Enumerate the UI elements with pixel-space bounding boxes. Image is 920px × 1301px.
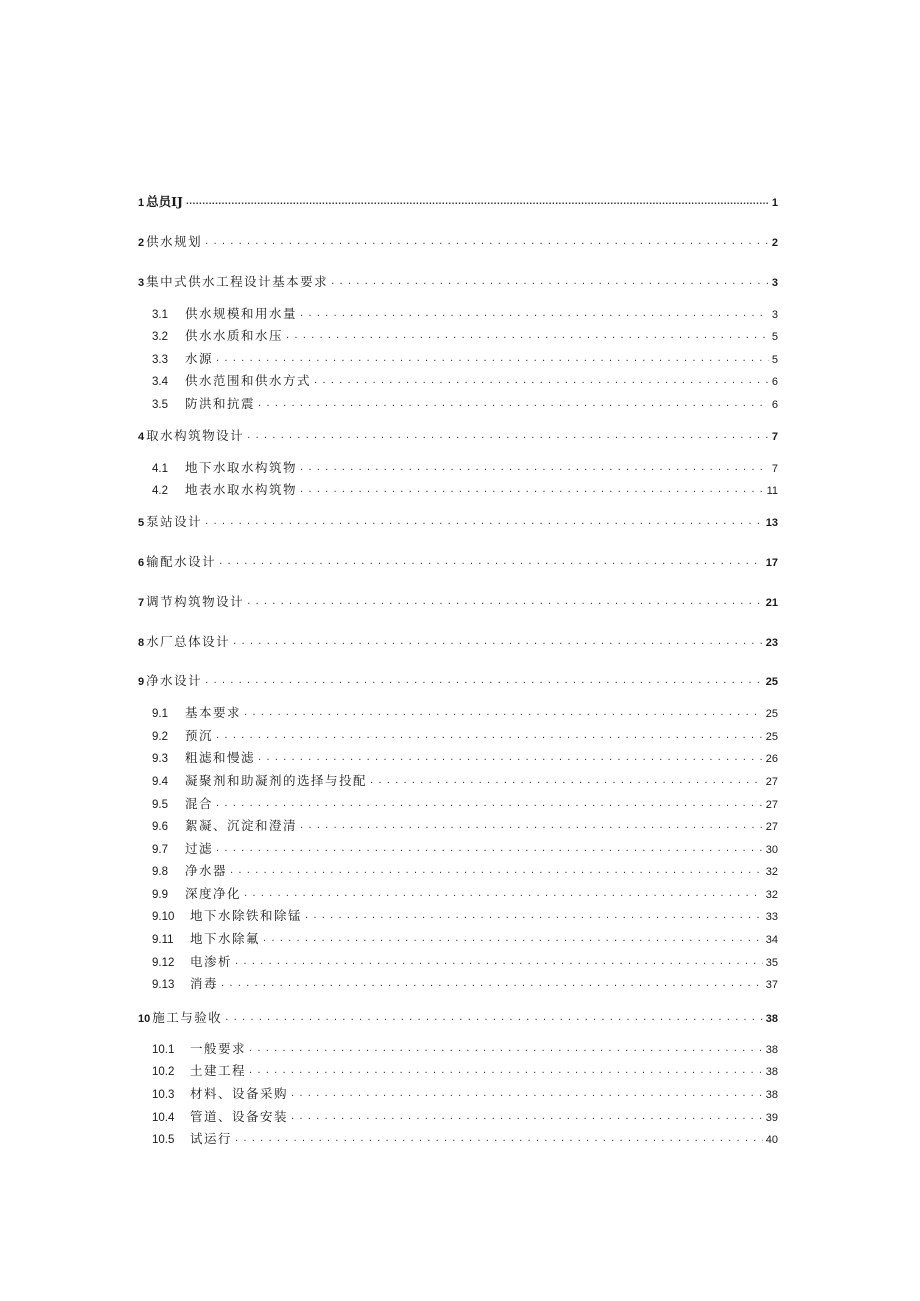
toc-entry-title: 地下水除氟	[190, 931, 261, 946]
toc-entry-title: 水源	[185, 351, 214, 366]
toc-dot-leader	[205, 672, 763, 690]
toc-entry-title: 输配水设计	[146, 554, 217, 569]
toc-entry-page-number: 33	[765, 911, 778, 923]
toc-dot-leader	[263, 930, 763, 948]
toc-dot-leader	[249, 1040, 763, 1058]
toc-entry-page-number: 34	[765, 934, 778, 946]
toc-entry-page-number: 39	[765, 1112, 778, 1124]
toc-entry-number: 9.8	[152, 866, 168, 878]
toc-entry-number: 9.2	[152, 731, 168, 743]
toc-entry-number: 9.3	[152, 753, 168, 765]
toc-entry-title: 过滤	[185, 841, 214, 856]
toc-entry-title: 地下水取水构筑物	[185, 460, 298, 475]
toc-section-entry	[152, 481, 778, 499]
toc-entry-page-number: 40	[765, 1134, 778, 1146]
toc-entry-title: 总员IJ	[146, 194, 183, 209]
toc-entry-title: 深度净化	[185, 886, 242, 901]
toc-entry-title: 泵站设计	[146, 514, 203, 529]
toc-entry-title: 取水构筑物设计	[146, 428, 245, 443]
toc-dot-leader	[216, 350, 769, 368]
toc-section-entry	[152, 1040, 778, 1058]
toc-chapter-entry	[138, 193, 778, 211]
toc-entry-page-number: 21	[765, 597, 778, 609]
toc-entry-number: 3	[138, 277, 145, 289]
toc-entry-page-number: 5	[771, 331, 778, 343]
toc-entry-title: 电渗析	[190, 954, 233, 969]
toc-entry-number: 9.13	[152, 979, 175, 991]
toc-chapter-entry	[138, 633, 778, 651]
toc-entry-number: 4	[138, 431, 145, 443]
toc-section-entry	[152, 817, 778, 835]
toc-entry-page-number: 7	[771, 431, 778, 443]
toc-dot-leader	[286, 327, 769, 345]
toc-entry-title: 基本要求	[185, 705, 242, 720]
toc-section-entry	[152, 1130, 778, 1148]
toc-dot-leader	[247, 593, 763, 611]
toc-entry-page-number: 37	[765, 979, 778, 991]
toc-entry-number: 9.4	[152, 776, 168, 788]
toc-entry-number: 10.1	[152, 1044, 175, 1056]
toc-dot-leader	[244, 704, 763, 722]
toc-dot-leader	[186, 193, 769, 211]
toc-entry-number: 1	[138, 197, 145, 209]
toc-entry-title: 凝聚剂和助凝剂的选择与投配	[185, 773, 368, 788]
toc-entry-title: 混合	[185, 796, 214, 811]
toc-section-entry	[152, 953, 778, 971]
toc-entry-number: 5	[138, 517, 145, 529]
toc-entry-page-number: 38	[765, 1013, 778, 1025]
toc-entry-title: 絮凝、沉淀和澄清	[185, 818, 298, 833]
toc-entry-title: 调节构筑物设计	[146, 594, 245, 609]
toc-entry-title: 净水器	[185, 863, 228, 878]
toc-entry-page-number: 17	[765, 557, 778, 569]
toc-entry-page-number: 38	[765, 1044, 778, 1056]
toc-entry-title: 供水规模和用水量	[185, 306, 298, 321]
toc-section-entry	[152, 907, 778, 925]
toc-entry-title: 材料、设备采购	[190, 1086, 289, 1101]
toc-entry-page-number: 30	[765, 844, 778, 856]
toc-section-entry	[152, 305, 778, 323]
toc-entry-number: 10	[138, 1013, 151, 1025]
toc-section-entry	[152, 862, 778, 880]
toc-section-entry	[152, 975, 778, 993]
toc-entry-number: 9.1	[152, 708, 168, 720]
toc-entry-page-number: 23	[765, 637, 778, 649]
toc-entry-page-number: 32	[765, 866, 778, 878]
toc-dot-leader	[235, 1130, 763, 1148]
toc-dot-leader	[205, 513, 763, 531]
toc-entry-page-number: 26	[765, 753, 778, 765]
toc-entry-page-number: 25	[765, 676, 778, 688]
toc-entry-page-number: 27	[765, 776, 778, 788]
toc-entry-number: 7	[138, 597, 145, 609]
toc-entry-number: 4.2	[152, 485, 168, 497]
toc-dot-leader	[233, 633, 763, 651]
toc-section-entry	[152, 1062, 778, 1080]
toc-dot-leader	[230, 862, 763, 880]
toc-entry-title: 施工与验收	[152, 1010, 223, 1025]
toc-dot-leader	[216, 840, 763, 858]
toc-chapter-entry	[138, 672, 778, 690]
toc-entry-page-number: 3	[771, 309, 778, 321]
toc-dot-leader	[291, 1108, 763, 1126]
toc-entry-title: 地表水取水构筑物	[185, 482, 298, 497]
toc-entry-page-number: 11	[766, 485, 778, 497]
toc-section-entry	[152, 885, 778, 903]
toc-dot-leader	[300, 817, 763, 835]
toc-entry-title: 管道、设备安装	[190, 1109, 289, 1124]
toc-entry-number: 3.2	[152, 331, 168, 343]
toc-entry-page-number: 6	[771, 399, 778, 411]
toc-dot-leader	[314, 372, 769, 390]
toc-dot-leader	[216, 795, 763, 813]
toc-entry-page-number: 5	[771, 354, 778, 366]
toc-section-entry	[152, 1108, 778, 1126]
toc-entry-number: 10.4	[152, 1112, 175, 1124]
toc-entry-title: 地下水除铁和除锰	[190, 908, 303, 923]
toc-entry-title: 水厂总体设计	[146, 634, 231, 649]
toc-entry-number: 8	[138, 637, 145, 649]
toc-entry-number: 3.1	[152, 309, 168, 321]
toc-entry-page-number: 25	[765, 708, 778, 720]
toc-entry-title: 供水规划	[146, 234, 203, 249]
toc-dot-leader	[235, 953, 763, 971]
toc-entry-number: 9.10	[152, 911, 175, 923]
toc-entry-number: 9.6	[152, 821, 168, 833]
toc-entry-number: 3.4	[152, 376, 168, 388]
toc-entry-title: 供水水质和水压	[185, 328, 284, 343]
toc-entry-title: 试运行	[190, 1131, 233, 1146]
toc-dot-leader	[247, 427, 769, 445]
toc-entry-title: 土建工程	[190, 1063, 247, 1078]
toc-chapter-entry	[138, 273, 778, 291]
toc-entry-title: 粗滤和慢滤	[185, 750, 256, 765]
toc-entry-page-number: 35	[765, 957, 778, 969]
toc-section-entry	[152, 350, 778, 368]
toc-entry-title: 净水设计	[146, 673, 203, 688]
toc-entry-number: 9	[138, 676, 145, 688]
toc-entry-title: 消毒	[190, 976, 219, 991]
toc-entry-title: 防洪和抗震	[185, 396, 256, 411]
toc-dot-leader	[216, 727, 763, 745]
toc-entry-number: 10.5	[152, 1134, 175, 1146]
toc-entry-page-number: 13	[765, 517, 778, 529]
toc-section-entry	[152, 459, 778, 477]
toc-entry-page-number: 2	[771, 237, 778, 249]
toc-dot-leader	[300, 459, 769, 477]
toc-section-entry	[152, 772, 778, 790]
toc-dot-leader	[225, 1009, 762, 1027]
toc-entry-page-number: 1	[771, 197, 778, 209]
toc-dot-leader	[249, 1062, 763, 1080]
toc-entry-number: 3.3	[152, 354, 168, 366]
toc-entry-page-number: 38	[765, 1089, 778, 1101]
toc-entry-title: 集中式供水工程设计基本要求	[146, 274, 329, 289]
toc-chapter-entry	[138, 553, 778, 571]
toc-entry-number: 9.5	[152, 799, 168, 811]
toc-entry-number: 9.7	[152, 844, 168, 856]
toc-entry-number: 9.11	[152, 934, 174, 946]
toc-section-entry	[152, 795, 778, 813]
toc-entry-page-number: 38	[765, 1066, 778, 1078]
toc-dot-leader	[219, 553, 763, 571]
toc-entry-number: 2	[138, 237, 145, 249]
toc-entry-number: 4.1	[152, 463, 168, 475]
toc-entry-title: 一般要求	[190, 1041, 247, 1056]
toc-chapter-entry	[138, 513, 778, 531]
toc-dot-leader	[221, 975, 763, 993]
toc-dot-leader	[305, 907, 763, 925]
toc-entry-page-number: 27	[765, 799, 778, 811]
toc-section-entry	[152, 749, 778, 767]
toc-entry-number: 10.3	[152, 1089, 175, 1101]
toc-dot-leader	[331, 273, 769, 291]
toc-entry-number: 3.5	[152, 399, 168, 411]
toc-chapter-entry	[138, 1009, 778, 1027]
toc-dot-leader	[258, 749, 763, 767]
toc-entry-number: 10.2	[152, 1066, 175, 1078]
toc-section-entry	[152, 372, 778, 390]
toc-chapter-entry	[138, 427, 778, 445]
toc-entry-page-number: 27	[765, 821, 778, 833]
toc-chapter-entry	[138, 593, 778, 611]
toc-entry-number: 9.9	[152, 889, 168, 901]
toc-chapter-entry	[138, 233, 778, 251]
toc-dot-leader	[370, 772, 763, 790]
toc-entry-title: 供水范围和供水方式	[185, 373, 312, 388]
toc-section-entry	[152, 395, 778, 413]
toc-dot-leader	[258, 395, 769, 413]
toc-section-entry	[152, 1085, 778, 1103]
toc-entry-page-number: 32	[765, 889, 778, 901]
toc-entry-page-number: 7	[771, 463, 778, 475]
toc-entry-number: 9.12	[152, 957, 175, 969]
toc-dot-leader	[244, 885, 763, 903]
toc-entry-number: 6	[138, 557, 145, 569]
toc-entry-title: 预沉	[185, 728, 214, 743]
toc-section-entry	[152, 327, 778, 345]
toc-section-entry	[152, 727, 778, 745]
toc-dot-leader	[291, 1085, 763, 1103]
toc-dot-leader	[205, 233, 769, 251]
toc-entry-page-number: 6	[771, 376, 778, 388]
toc-section-entry	[152, 704, 778, 722]
toc-entry-page-number: 25	[765, 731, 778, 743]
toc-section-entry	[152, 840, 778, 858]
toc-entry-page-number: 3	[771, 277, 778, 289]
toc-section-entry	[152, 930, 778, 948]
toc-dot-leader	[300, 481, 764, 499]
toc-dot-leader	[300, 305, 769, 323]
